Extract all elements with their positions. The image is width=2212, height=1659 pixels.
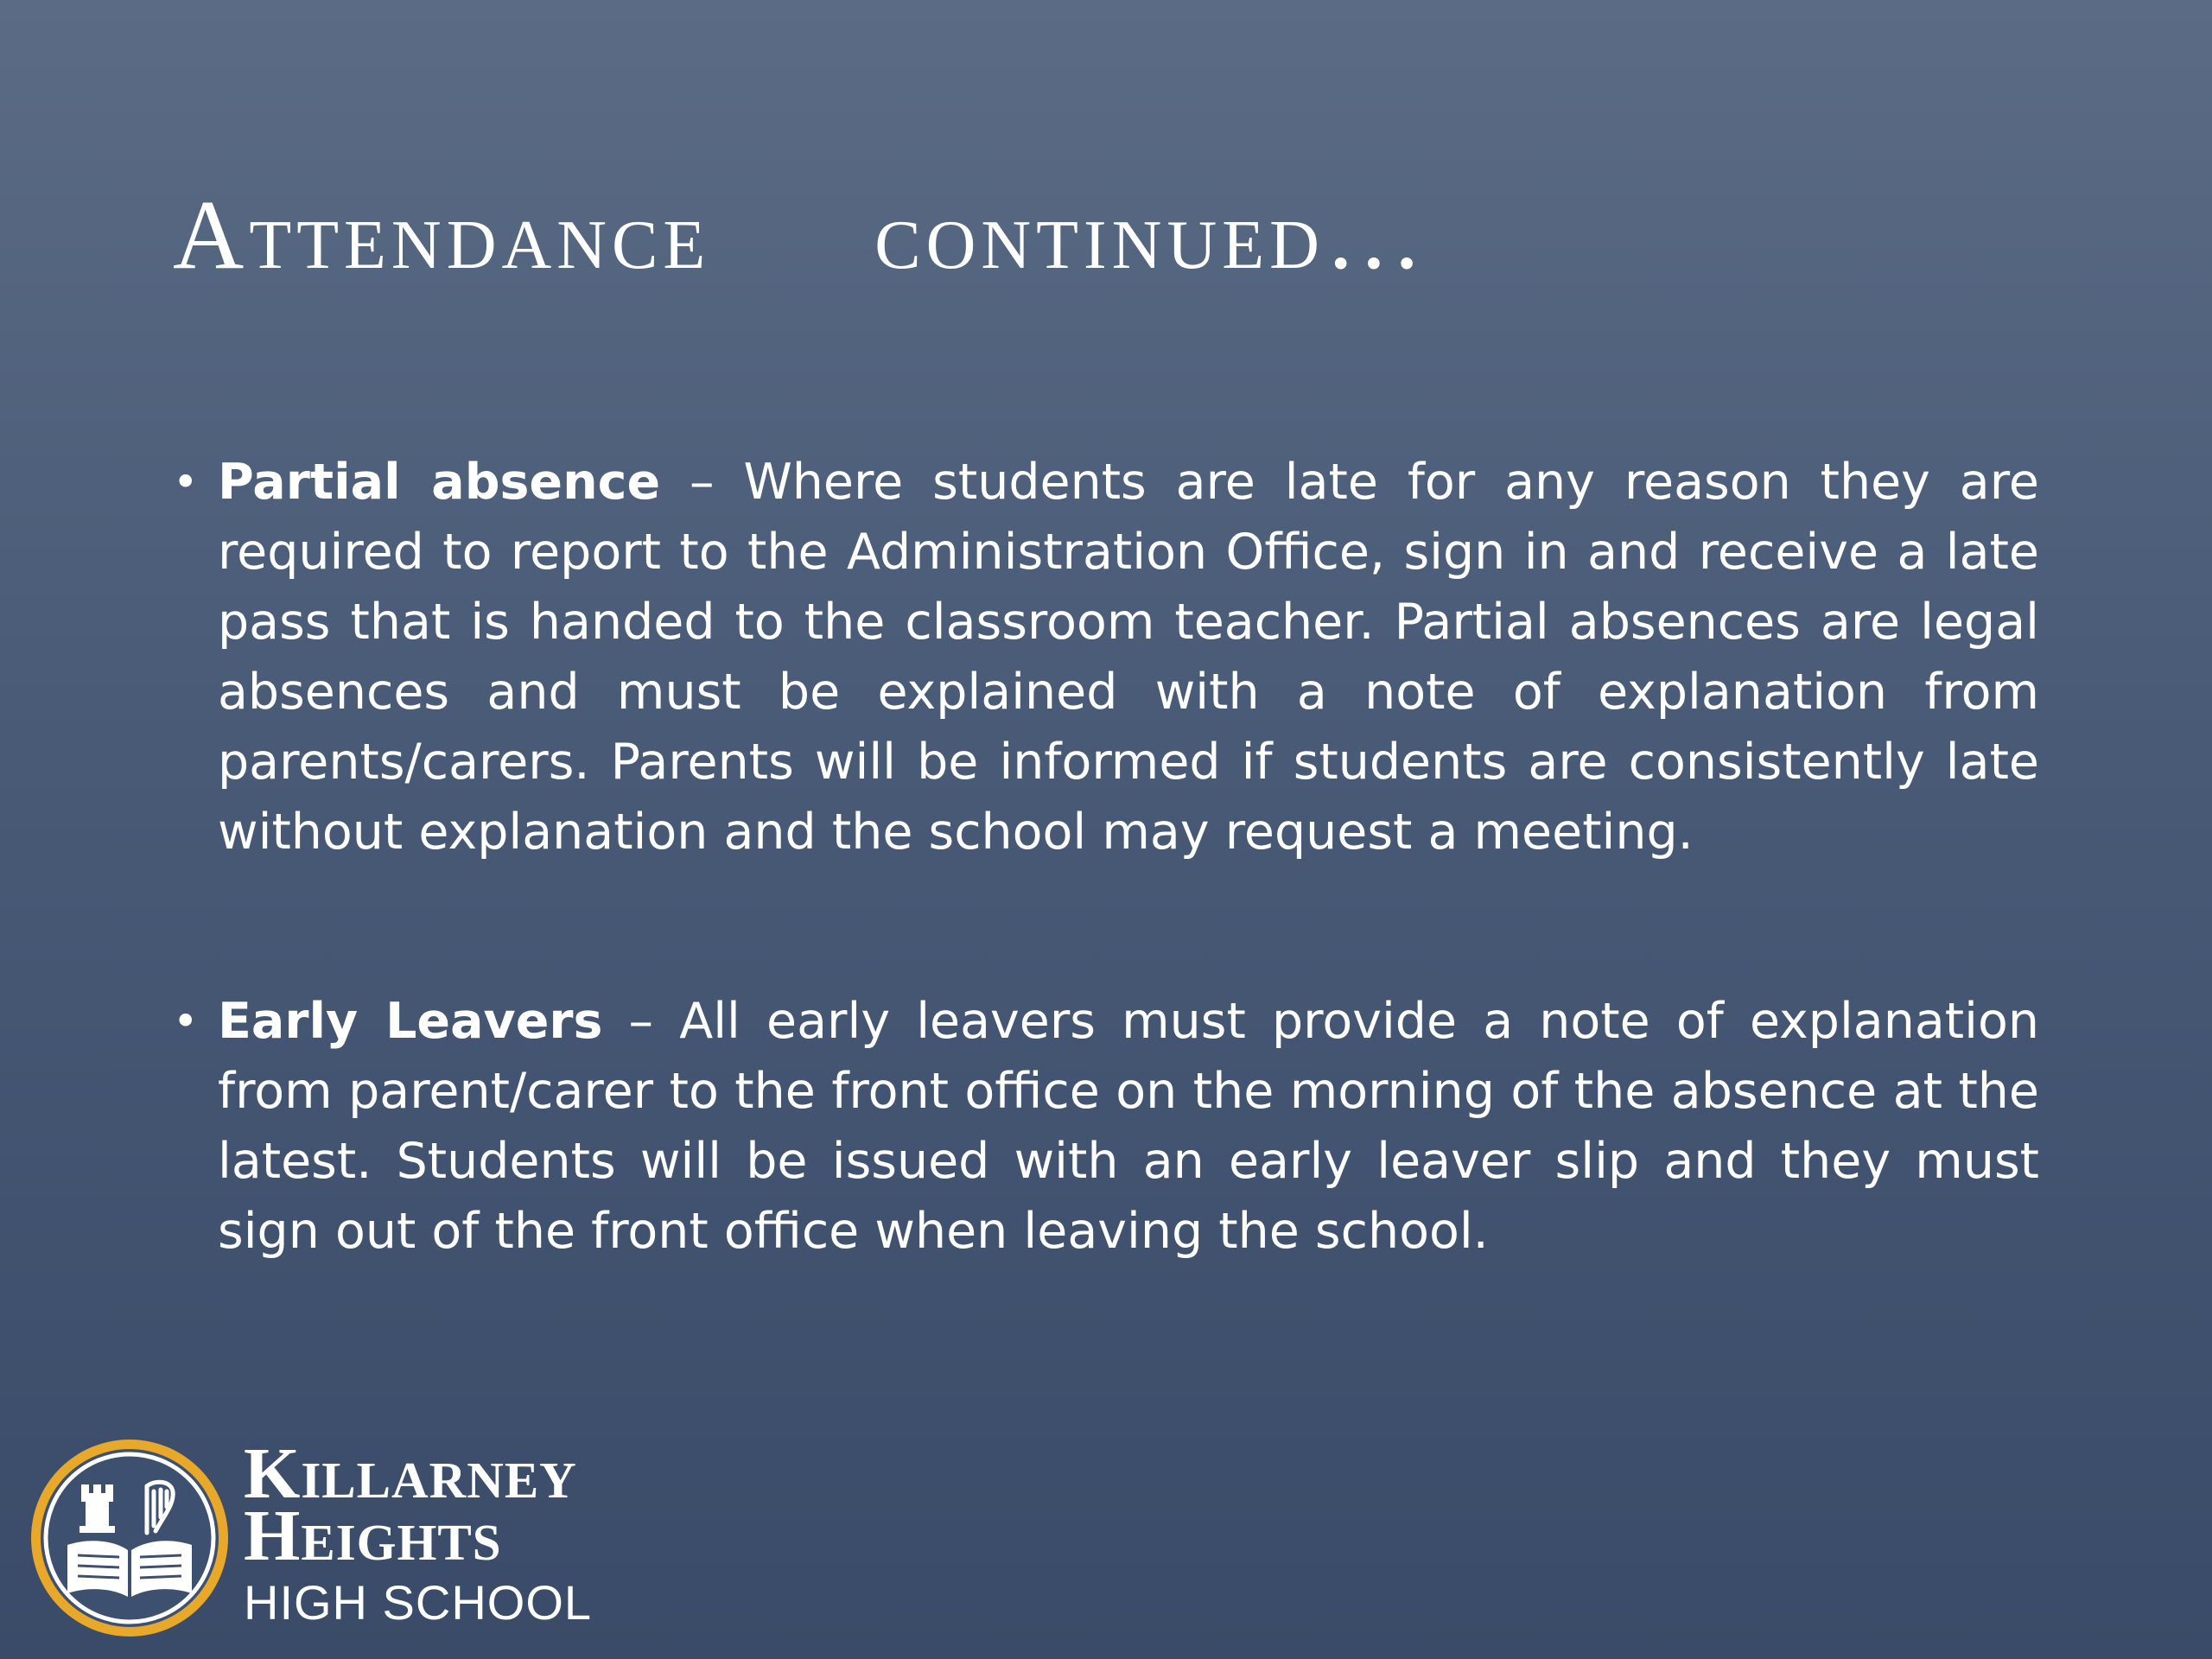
- title-part-2: continued…: [874, 180, 1428, 289]
- bullet-term: Partial absence: [218, 454, 661, 511]
- school-name-line-1: Killarney: [244, 1433, 577, 1514]
- bullet-list: [173, 448, 2039, 1267]
- slide-title: [173, 180, 1428, 289]
- school-name-line-3: HIGH SCHOOL: [244, 1575, 593, 1630]
- bullet-text: – Where students are late for any reason they are required to report to the Administration Office, sign in and receive a late pass that is handed to the classroom teacher. Partial absences are legal absences and must be explained with a note of explanation from parents/carers. Parents will be informed if students are consistently late without explanation and the school may request a meeting.: [218, 454, 2039, 861]
- bullet-text: – All early leavers must provide a note of explanation from parent/carer to the front office on the morning of the absence at the latest. Students will be issued with an early leaver slip and they must sign out of the front office when leaving the school.: [218, 993, 2039, 1260]
- bullet-term: Early Leavers: [218, 993, 603, 1050]
- school-name-line-2: Heights: [244, 1496, 502, 1576]
- bullet-partial-absence: [173, 448, 2039, 868]
- school-name: [244, 1433, 593, 1633]
- school-crest-icon: [26, 1434, 233, 1642]
- bullet-marker: •: [173, 996, 199, 1046]
- bullet-early-leavers: [173, 987, 2039, 1267]
- title-part-1: Attendance: [173, 180, 711, 289]
- school-logo: [26, 1434, 665, 1646]
- bullet-marker: •: [173, 457, 199, 507]
